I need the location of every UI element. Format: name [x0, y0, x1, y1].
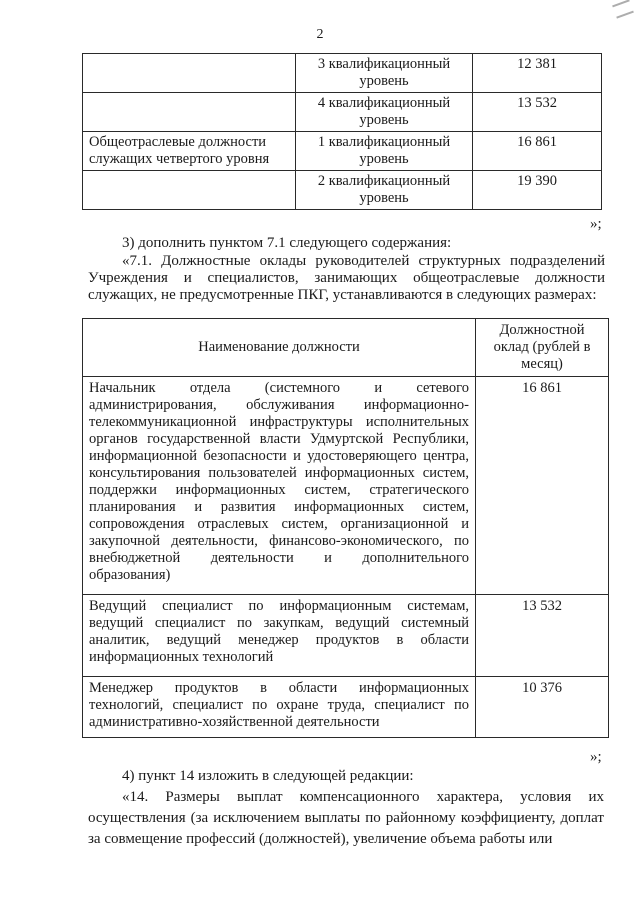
item-3-text: 3) дополнить пунктом 7.1 следующего содержания: — [122, 235, 452, 251]
page-number: 2 — [316, 27, 324, 42]
closing-quote-mark: »; — [590, 216, 602, 232]
table-row — [83, 377, 609, 595]
table-header-row — [83, 319, 609, 377]
table-row — [83, 677, 609, 738]
table-cell-group: Общеотраслевые должности служащих четвертого уровня — [83, 132, 296, 171]
table-cell-level: 2 квалификационный уровень — [296, 171, 473, 210]
header-position-name: Наименование должности — [83, 319, 476, 377]
position-name: Менеджер продуктов в области информационных технологий, специалист по охране труда, специалист по административно-хозяйственной деятельности — [83, 677, 476, 738]
table-cell-group — [83, 171, 296, 210]
position-salary: 13 532 — [476, 595, 609, 677]
table-row — [83, 93, 602, 132]
position-salary: 16 861 — [476, 377, 609, 595]
corner-scan-mark — [612, 0, 634, 19]
clause-7-1-text: «7.1. Должностные оклады руководителей структурных подразделений Учреждения и специалистов, занимающих общеотраслевые должности служащих, не предусмотренные ПКГ, устанавливаются в следующих размерах: — [88, 253, 605, 303]
table-row — [83, 171, 602, 210]
table-row — [83, 132, 602, 171]
table-cell-level: 4 квалификационный уровень — [296, 93, 473, 132]
closing-quote-mark: »; — [590, 749, 602, 765]
header-salary: Должностной оклад (рублей в месяц) — [476, 319, 609, 377]
table-cell-level: 3 квалификационный уровень — [296, 54, 473, 93]
clause-14-text: «14. Размеры выплат компенсационного характера, условия их осуществления (за исключением выплаты по районному коэффициенту, доплат за совмещение профессий (должностей), увеличение объема работы или — [88, 789, 604, 847]
table-cell-group — [83, 54, 296, 93]
table-row — [83, 54, 602, 93]
item-4-text: 4) пункт 14 изложить в следующей редакции: — [122, 768, 414, 784]
positions-salary-table — [82, 318, 609, 738]
table-cell-salary: 13 532 — [473, 93, 602, 132]
salary-levels-table — [82, 53, 602, 210]
position-name: Начальник отдела (системного и сетевого администрирования, обслуживания информационно-телекоммуникационной инфраструктуры исполнительных органов государственной власти Удмуртской Республики, информационной безопасности и удостоверяющего центра, консультирования пользователей информационных систем, поддержки информационных систем, стратегического планирования и развития информационных систем, сопровождения отраслевых систем, организационной и закупочной деятельности, финансово-экономического, по внебюджетной деятельности и дополнительного образования) — [83, 377, 476, 595]
table-cell-level: 1 квалификационный уровень — [296, 132, 473, 171]
table-cell-group — [83, 93, 296, 132]
position-name: Ведущий специалист по информационным системам, ведущий специалист по закупкам, ведущий системный аналитик, ведущий менеджер продуктов в области информационных технологий — [83, 595, 476, 677]
table-cell-salary: 19 390 — [473, 171, 602, 210]
position-salary: 10 376 — [476, 677, 609, 738]
table-cell-salary: 12 381 — [473, 54, 602, 93]
table-cell-salary: 16 861 — [473, 132, 602, 171]
table-row — [83, 595, 609, 677]
